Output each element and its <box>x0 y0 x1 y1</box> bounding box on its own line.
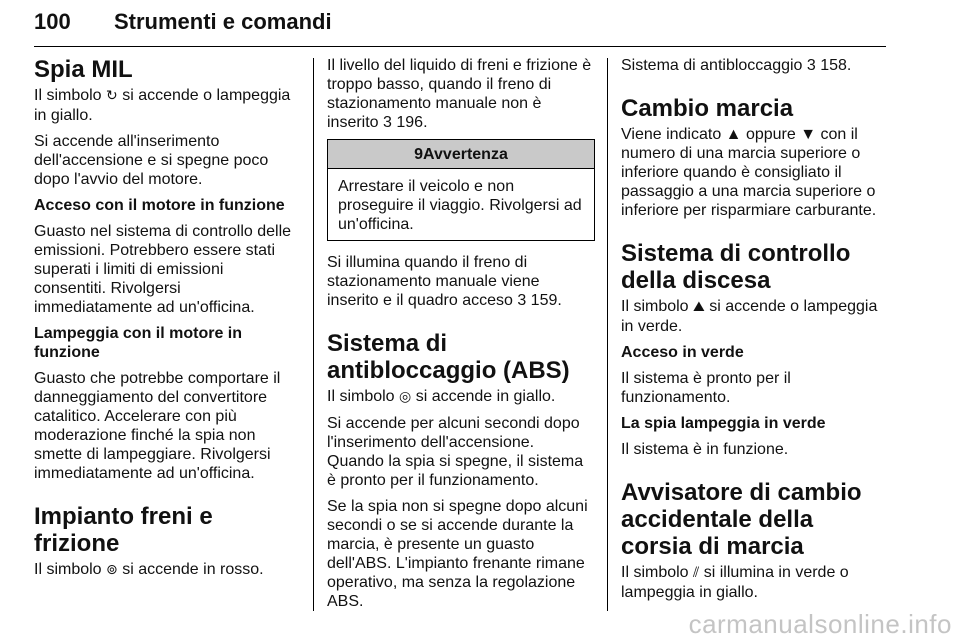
green-on-paragraph: Il sistema è pronto per il funzionamento. <box>621 370 791 406</box>
brake-paragraph: Il simbolo ⊚ si accende in rosso. <box>34 561 264 578</box>
column-divider-2 <box>607 58 608 611</box>
heading-abs: Sistema di antibloccaggio (ABS) <box>327 330 570 384</box>
heading-brake: Impianto freni e frizione <box>34 503 213 557</box>
page-header <box>34 6 886 46</box>
abs-ref-paragraph: Sistema di antibloccaggio 3 158. <box>621 57 852 74</box>
heading-gear: Cambio marcia <box>621 95 794 122</box>
abs-paragraph-3: Se la spia non si spegne dopo alcuni secondi o se si accende durante la marcia, è presente un guasto dell'ABS. L'impianto frenante rimane operativo, ma senza la regolazione ABS. <box>327 498 588 610</box>
running-paragraph: Guasto nel sistema di controllo delle emissioni. Potrebbero essere stati superati i limiti di emissioni consentiti. Rivolgersi immediatamente ad un'officina. <box>34 223 292 316</box>
column-2 <box>327 56 595 618</box>
green-flash-paragraph: Il sistema è in funzione. <box>621 441 789 458</box>
parking-brake-paragraph: Si illumina quando il freno di stazionamento manuale viene inserito e il quadro acceso 3 159. <box>327 254 562 309</box>
watermark: carmanualsonline.info <box>688 609 952 639</box>
page-number: 100 <box>34 9 71 34</box>
warning-title: 9Avvertenza <box>328 140 594 169</box>
heading-lane: Avvisatore di cambio accidentale della corsia di marcia <box>621 479 862 560</box>
heading-green-on: Acceso in verde <box>621 344 744 361</box>
warning-box <box>327 139 595 241</box>
lane-departure-icon: ⫽ <box>693 565 700 581</box>
descent-paragraph: Il simbolo ⛰ si accende o lampeggia in verde. <box>621 298 878 335</box>
gear-paragraph: Viene indicato ▲ oppure ▼ con il numero di una marcia superiore o inferiore quando è consigliato il passaggio a una marcia superiore o inferiore per risparmiare carburante. <box>621 126 877 219</box>
header-rule <box>34 46 886 47</box>
page-ref-158[interactable]: 3 158. <box>806 57 852 74</box>
heading-flash: Lampeggia con il motore in funzione <box>34 325 243 361</box>
column-3 <box>621 56 887 609</box>
heading-descent: Sistema di controllo della discesa <box>621 240 851 294</box>
abs-icon: ◎ <box>399 389 412 405</box>
heading-running: Acceso con il motore in funzione <box>34 197 285 214</box>
abs-paragraph-2: Si accende per alcuni secondi dopo l'inserimento dell'accensione. Quando la spia si spegne, il sistema è pronto per il funzionamento. <box>327 415 584 489</box>
flash-paragraph: Guasto che potrebbe comportare il danneggiamento del convertitore catalitico. Accelerare con più moderazione finché la spia non smette di lampeggiare. Rivolgersi immediatamente ad un'officina. <box>34 370 281 482</box>
mil-paragraph-2: Si accende all'inserimento dell'accensione e si spegne poco dopo l'avvio del motore. <box>34 133 269 188</box>
warning-body: Arrestare il veicolo e non proseguire il viaggio. Rivolgersi ad un'officina. <box>338 178 582 233</box>
brake-warning-icon: ⊚ <box>106 562 118 578</box>
mil-paragraph-1: Il simbolo ↻ si accende o lampeggia in giallo. <box>34 87 291 124</box>
section-title: Strumenti e comandi <box>114 9 332 34</box>
mil-engine-icon: ↻ <box>106 88 118 104</box>
page-ref-159[interactable]: 3 159. <box>517 292 562 309</box>
abs-paragraph-1: Il simbolo ◎ si accende in giallo. <box>327 388 556 405</box>
column-divider-1 <box>313 58 314 611</box>
descent-control-icon: ⛰ <box>693 299 705 315</box>
column-1 <box>34 56 298 587</box>
heading-mil: Spia MIL <box>34 56 133 83</box>
lane-paragraph: Il simbolo ⫽ si illumina in verde o lampeggia in giallo. <box>621 564 849 601</box>
page-ref-196[interactable]: 3 196. <box>383 114 428 131</box>
brake-fluid-paragraph: Il livello del liquido di freni e frizione è troppo basso, quando il freno di stazionamento manuale non è inserito 3 196. <box>327 57 592 131</box>
heading-green-flash: La spia lampeggia in verde <box>621 415 826 432</box>
